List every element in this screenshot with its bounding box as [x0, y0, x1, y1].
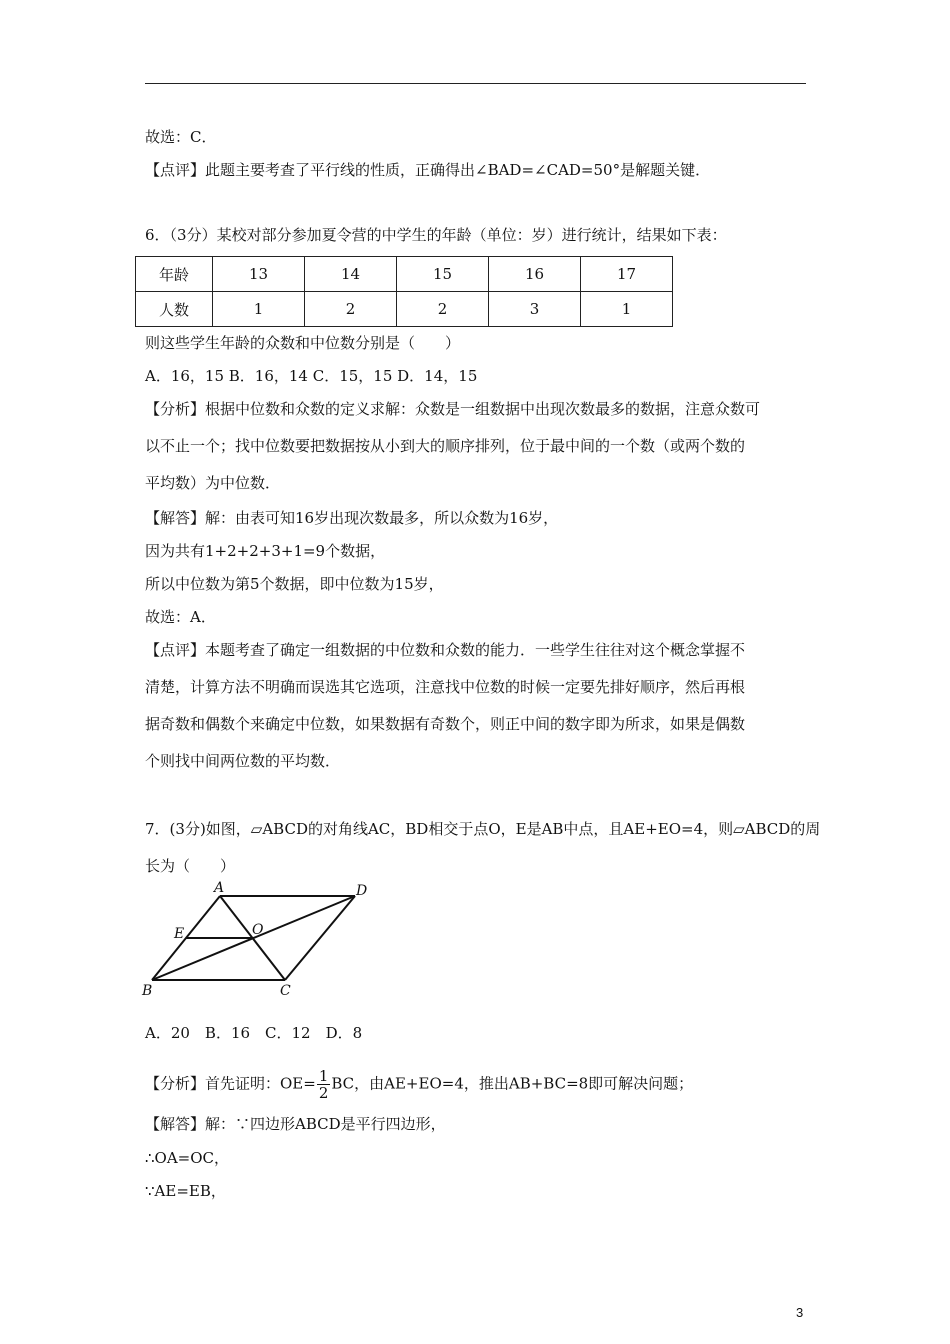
label-e: E	[174, 926, 185, 942]
table-row	[136, 292, 673, 327]
edge-dc	[285, 896, 355, 980]
solution-line-7: 【解答】解：∵四边形ABCD是平行四边形，	[145, 1115, 446, 1133]
table-cell: 15	[397, 257, 489, 292]
table-cell: 1	[581, 292, 673, 327]
analysis-text-start: 【分析】首先证明：OE=	[145, 1074, 316, 1093]
fraction-half	[317, 1068, 331, 1101]
header-rule	[145, 83, 806, 84]
question-6: 6．（3分）某校对部分参加夏令营的中学生的年龄（单位：岁）进行统计，结果如下表：	[145, 226, 727, 244]
analysis-line: 【分析】根据中位数和众数的定义求解：众数是一组数据中出现次数最多的数据，注意众数可	[145, 400, 761, 418]
table-cell: 13	[213, 257, 305, 292]
comment-line: 个则找中间两位数的平均数．	[145, 752, 341, 770]
table-cell: 3	[489, 292, 581, 327]
comment-line: 据奇数和偶数个来确定中位数，如果数据有奇数个，则正中间的数字即为所求，如果是偶数	[145, 715, 746, 733]
table-row	[136, 257, 673, 292]
table-cell: 年龄	[136, 257, 213, 292]
page-number: 3	[796, 1305, 804, 1320]
solution-line: 【解答】解：由表可知16岁出现次数最多，所以众数为16岁，	[145, 509, 559, 527]
solution-line-7: ∴OA=OC，	[145, 1149, 230, 1167]
table-cell: 17	[581, 257, 673, 292]
label-a: A	[214, 880, 225, 896]
question-6-options: A．16，15 B．16，14 C．15，15 D．14，15	[145, 367, 478, 385]
analysis-text-end: BC，由AE+EO=4，推出AB+BC=8即可解决问题；	[331, 1074, 694, 1093]
question-7-cont: 长为（ ）	[145, 857, 236, 875]
label-c: C	[280, 983, 291, 999]
question-6-prompt: 则这些学生年龄的众数和中位数分别是（ ）	[145, 334, 461, 352]
question-7-options: A．20 B．16 C．12 D．8	[145, 1024, 363, 1042]
analysis-line-7	[145, 1068, 693, 1101]
fraction-numerator: 1	[318, 1067, 329, 1085]
label-d: D	[356, 883, 368, 899]
solution-line: 因为共有1+2+2+3+1=9个数据，	[145, 542, 386, 560]
solution-line: 故选：A．	[145, 608, 216, 626]
analysis-line: 以不止一个；找中位数要把数据按从小到大的顺序排列，位于最中间的一个数（或两个数的	[145, 437, 746, 455]
comment-line: 清楚，计算方法不明确而误选其它选项，注意找中位数的时候一定要先排好顺序，然后再根	[145, 678, 746, 696]
comment-line: 【点评】本题考查了确定一组数据的中位数和众数的能力．一些学生往往对这个概念掌握不	[145, 641, 746, 659]
table-cell: 16	[489, 257, 581, 292]
answer-line-5: 故选：C．	[145, 128, 217, 146]
table-cell: 人数	[136, 292, 213, 327]
label-o: O	[252, 922, 264, 938]
table-cell: 2	[397, 292, 489, 327]
table-cell: 1	[213, 292, 305, 327]
question-7: 7．(3分)如图，▱ABCD的对角线AC，BD相交于点O，E是AB中点，且AE+EO=4，则▱ABCD的周	[145, 820, 821, 838]
analysis-line: 平均数）为中位数．	[145, 474, 281, 492]
label-b: B	[142, 983, 153, 999]
table-cell: 2	[305, 292, 397, 327]
comment-line-5: 【点评】此题主要考查了平行线的性质，正确得出∠BAD=∠CAD=50°是解题关键．	[145, 161, 711, 179]
solution-line: 所以中位数为第5个数据，即中位数为15岁，	[145, 575, 444, 593]
fraction-denominator: 2	[318, 1084, 329, 1102]
parallelogram-figure	[140, 880, 380, 1000]
solution-line-7: ∵AE=EB，	[145, 1182, 226, 1200]
table-cell: 14	[305, 257, 397, 292]
age-table	[135, 256, 673, 327]
